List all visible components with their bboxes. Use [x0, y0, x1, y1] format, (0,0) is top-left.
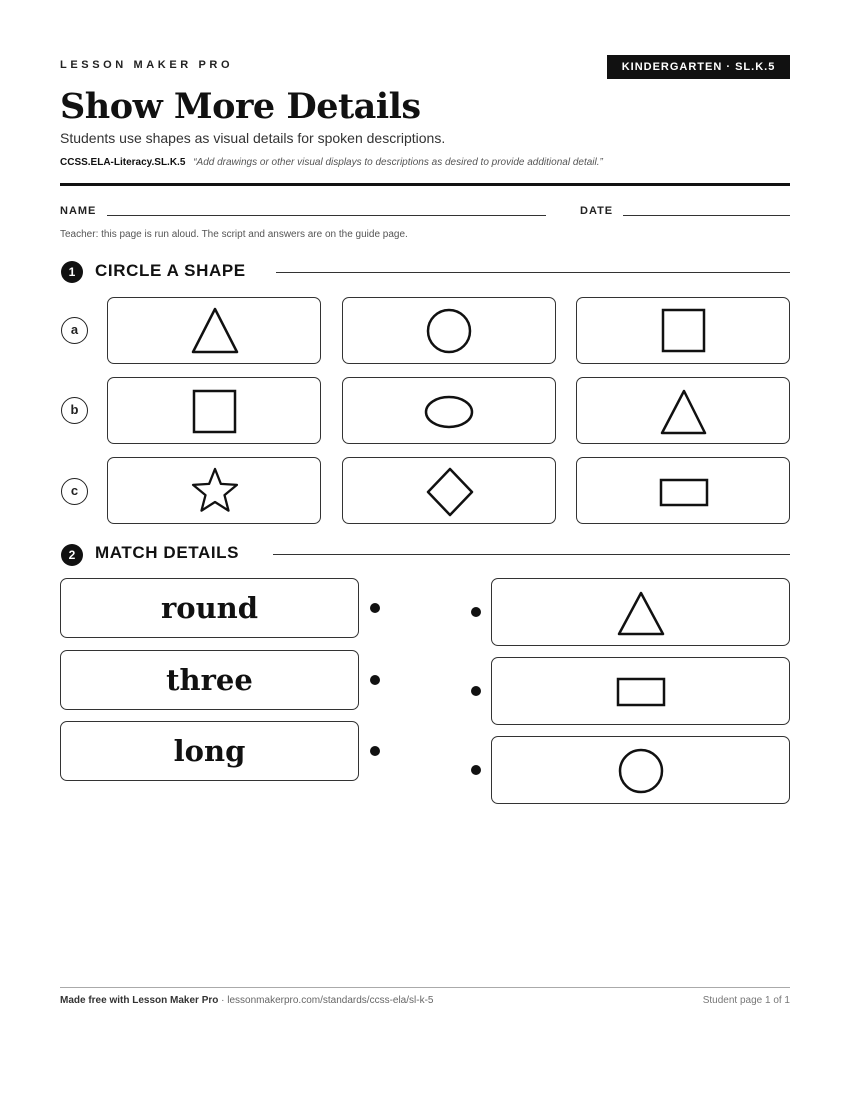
grade-badge: KINDERGARTEN · SL.K.5 [607, 55, 790, 79]
standard-quote: “Add drawings or other visual displays to descriptions as desired to provide additional detail.” [193, 157, 603, 168]
triangle-icon [108, 298, 322, 365]
word-text: long [173, 734, 246, 768]
match-dot-picture-2[interactable] [471, 686, 481, 696]
word-text: three [166, 663, 253, 697]
match-dot-word-2[interactable] [370, 675, 380, 685]
word-text: round [160, 591, 259, 625]
section-2-number: 2 [61, 544, 83, 566]
footer-brand: Made free with Lesson Maker Pro [60, 995, 219, 1006]
match-dot-word-1[interactable] [370, 603, 380, 613]
name-label: NAME [60, 205, 97, 217]
picture-card-1 [491, 578, 790, 646]
square-icon [108, 378, 322, 445]
header-divider [60, 183, 790, 186]
shape-card-a1[interactable] [107, 297, 321, 364]
row-label-b: b [61, 397, 88, 424]
match-dot-picture-3[interactable] [471, 765, 481, 775]
shape-card-b2[interactable] [342, 377, 556, 444]
section-2-title: MATCH DETAILS [95, 543, 240, 562]
date-label: DATE [580, 205, 614, 217]
row-label-a: a [61, 317, 88, 344]
shape-card-c2[interactable] [342, 457, 556, 524]
shape-card-a3[interactable] [576, 297, 790, 364]
shape-card-c3[interactable] [576, 457, 790, 524]
name-field[interactable] [107, 215, 546, 216]
teacher-note: Teacher: this page is run aloud. The script and answers are on the guide page. [60, 229, 408, 240]
triangle-icon [577, 378, 791, 445]
footer-divider [60, 987, 790, 988]
word-card-long [60, 721, 359, 781]
star-icon [108, 458, 322, 525]
footer-page-info: Student page 1 of 1 [702, 995, 790, 1006]
rectangle-icon [492, 658, 791, 726]
shape-card-c1[interactable] [107, 457, 321, 524]
shape-card-a2[interactable] [342, 297, 556, 364]
section-1-number: 1 [61, 261, 83, 283]
date-field[interactable] [623, 215, 790, 216]
section-1-title: CIRCLE A SHAPE [95, 261, 246, 280]
standard-line [60, 157, 603, 168]
section-1-rule [276, 272, 790, 273]
page-title: Show More Details [60, 86, 421, 127]
word-card-round [60, 578, 359, 638]
footer-credit [60, 995, 433, 1006]
oval-icon [343, 378, 557, 445]
square-icon [577, 298, 791, 365]
match-dot-picture-1[interactable] [471, 607, 481, 617]
brand-name: LESSON MAKER PRO [60, 59, 234, 71]
triangle-icon [492, 579, 791, 647]
standard-code: CCSS.ELA-Literacy.SL.K.5 [60, 157, 186, 168]
circle-icon [492, 737, 791, 805]
page-subtitle: Students use shapes as visual details for spoken descriptions. [60, 130, 446, 146]
shape-card-b3[interactable] [576, 377, 790, 444]
diamond-icon [343, 458, 557, 525]
circle-icon [343, 298, 557, 365]
row-label-c: c [61, 478, 88, 505]
picture-card-2 [491, 657, 790, 725]
picture-card-3 [491, 736, 790, 804]
shape-card-b1[interactable] [107, 377, 321, 444]
word-card-three [60, 650, 359, 710]
rectangle-icon [577, 458, 791, 525]
footer-url[interactable]: · lessonmakerpro.com/standards/ccss-ela/sl-k-5 [218, 995, 434, 1006]
section-2-rule [273, 554, 790, 555]
match-dot-word-3[interactable] [370, 746, 380, 756]
